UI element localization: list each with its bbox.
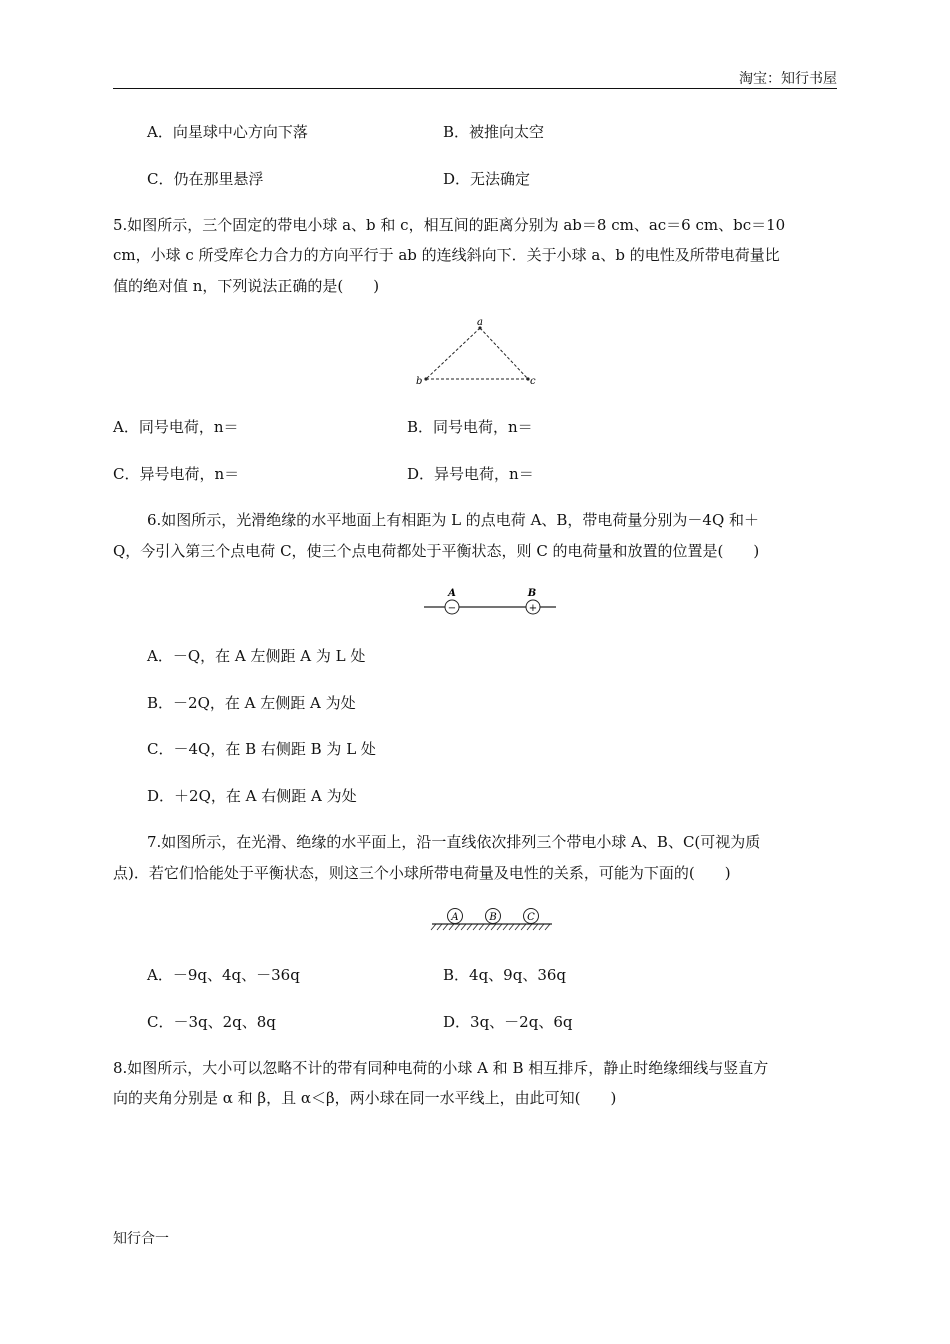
q7-option-b: B．4q、9q、36q: [443, 966, 567, 984]
q4-option-a: A．向星球中心方向下落: [147, 123, 308, 141]
q7-ball-b-label: B: [489, 912, 497, 923]
header-shop-name: 淘宝：知行书屋: [739, 71, 837, 87]
q7-ball-a-label: A: [451, 912, 459, 923]
q5-stem-line2: cm，小球 c 所受库仑力合力的方向平行于 ab 的连线斜向下．关于小球 a、b 的电性及所带电荷量比: [113, 246, 780, 264]
header-rule: [113, 88, 837, 89]
q5-label-c: c: [530, 376, 536, 387]
q7-ball-c-label: C: [527, 912, 535, 923]
q7-stem-line1: 7.如图所示，在光滑、绝缘的水平面上，沿一直线依次排列三个带电小球 A、B、C(可视为质: [147, 833, 761, 851]
q6-charges-figure: [420, 584, 560, 618]
q5-triangle-figure: [410, 315, 540, 390]
q5-stem-line3: 值的绝对值 n，下列说法正确的是( ): [113, 277, 380, 295]
q6-option-b: B．－2Q，在 A 左侧距 A 为处: [147, 694, 356, 712]
q6-stem-line1: 6.如图所示，光滑绝缘的水平地面上有相距为 L 的点电荷 A、B，带电荷量分别为－4Q 和＋: [147, 511, 760, 529]
q6-label-a: A: [448, 588, 456, 599]
q5-side-ac: [480, 328, 528, 379]
footer-text: 知行合一: [113, 1231, 169, 1247]
q4-option-d: D．无法确定: [443, 170, 531, 188]
q8-stem-line2: 向的夹角分别是 α 和 β，且 α＜β，两小球在同一水平线上，由此可知( ): [113, 1089, 617, 1107]
q7-option-c: C．－3q、2q、8q: [147, 1013, 276, 1031]
q6-option-a: A．－Q，在 A 左侧距 A 为 L 处: [147, 647, 366, 665]
q7-option-a: A．－9q、4q、－36q: [147, 966, 300, 984]
q4-option-c: C．仍在那里悬浮: [147, 170, 264, 188]
q5-option-b: B．同号电荷，n＝: [407, 418, 533, 436]
q6-sign-a: −: [447, 603, 457, 614]
q5-label-a: a: [477, 317, 483, 328]
q6-label-b: B: [527, 588, 537, 599]
q4-option-b: B．被推向太空: [443, 123, 545, 141]
q5-option-d: D．异号电荷，n＝: [407, 465, 534, 483]
q6-sign-b: +: [528, 603, 538, 614]
q7-option-d: D．3q、－2q、6q: [443, 1013, 573, 1031]
q6-option-d: D．＋2Q，在 A 右侧距 A 为处: [147, 787, 357, 805]
q5-stem-line1: 5.如图所示，三个固定的带电小球 a、b 和 c，相互间的距离分别为 ab＝8 cm、ac＝6 cm、bc＝10: [113, 216, 786, 234]
q5-ball-b: [424, 377, 427, 380]
q7-stem-line2: 点)．若它们恰能处于平衡状态，则这三个小球所带电荷量及电性的关系，可能为下面的( ): [113, 864, 731, 882]
q6-stem-line2: Q，今引入第三个点电荷 C，使三个点电荷都处于平衡状态，则 C 的电荷量和放置的位置是( ): [113, 542, 760, 560]
q7-ground-hatching: [431, 924, 550, 930]
q8-stem-line1: 8.如图所示，大小可以忽略不计的带有同种电荷的小球 A 和 B 相互排斥，静止时绝缘细线与竖直方: [113, 1059, 769, 1077]
q7-balls-figure: [428, 904, 558, 936]
q5-label-b: b: [416, 376, 423, 387]
q5-option-a: A．同号电荷，n＝: [113, 418, 239, 436]
q5-side-ab: [426, 328, 480, 379]
q5-option-c: C．异号电荷，n＝: [113, 465, 240, 483]
q6-option-c: C．－4Q，在 B 右侧距 B 为 L 处: [147, 740, 376, 758]
